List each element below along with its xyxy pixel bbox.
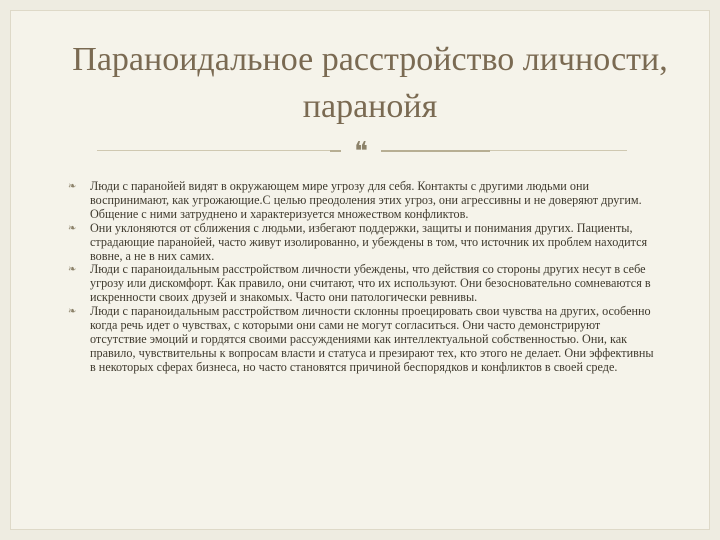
fleuron-bullet-icon: ❧ <box>68 181 77 192</box>
bullet-text: Люди с параноидальным расстройством личности убеждены, что действия со стороны других несут в себе угрозу или дискомфорт. Как правило, они считают, что их используют. Они безосновательно сомневаются в искренности своих друзей и знакомых. Часто они патологически ревнивы. <box>90 262 651 305</box>
quote-ornament-icon: ❝ <box>341 137 381 167</box>
bullet-text: Люди с паранойей видят в окружающем мире угрозу для себя. Контакты с другими людьми они воспринимают, как угрожающие.С целью преодоления этих угроз, они агрессивны и не доверяют другим. Общение с ними затруднено и характеризуется множеством конфликтов. <box>90 179 642 221</box>
bullet-list <box>68 180 658 375</box>
fleuron-bullet-icon: ❧ <box>68 306 77 318</box>
bullet-text: Люди с параноидальным расстройством личности склонны проецировать свои чувства на других, особенно когда речь идет о чувствах, с которыми они сами не могут согласиться. Они часто демонстрируют отсутствие эмоций и гордятся своими рассуждениями как интеллектуальной собственностью. Они, как правило, чувствительны к вопросам власти и статуса и презирают тех, кто этого не делает. Они эффективны в некоторых сферах бизнеса, но часто становятся причиной беспорядков и конфликтов в своей среде. <box>90 304 654 374</box>
fleuron-bullet-icon: ❧ <box>68 264 77 276</box>
bullet-item <box>68 263 658 305</box>
bullet-item <box>68 305 658 375</box>
bullet-item <box>68 180 658 222</box>
slide-title: Параноидальное расстройство личности, паранойя <box>72 41 668 125</box>
fleuron-bullet-icon: ❧ <box>68 222 77 234</box>
bullet-text: Они уклоняются от сближения с людьми, избегают поддержки, защиты и понимания других. Пациенты, страдающие паранойей, часто живут изолированно, и убеждены в том, что источник их проблем находится вовне, а не в них самих. <box>90 220 648 263</box>
bullet-item <box>68 222 658 264</box>
